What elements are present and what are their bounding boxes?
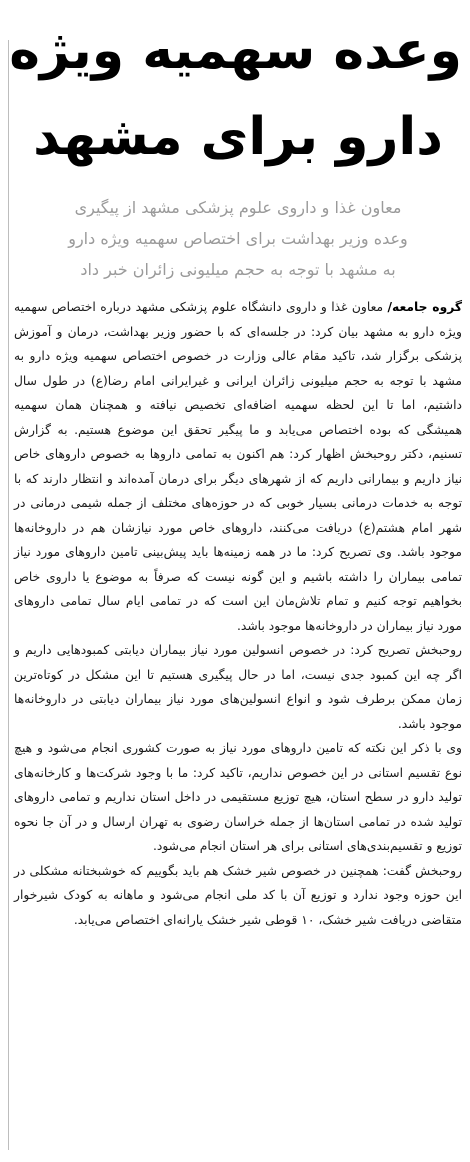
subheadline-line-2: وعده وزیر بهداشت برای اختصاص سهمیه ویژه دارو bbox=[68, 229, 408, 248]
paragraph-4: روحبخش گفت: همچنین در خصوص شیر خشک هم باید بگوییم که خوشبختانه مشکلی در این حوزه وجود ندارد و توزیع آن با کد ملی انجام می‌شود و ماهانه به کودک شیرخوار متقاضی دریافت شیر خشک، ۱۰ قوطی شیر خشک یارانه‌ای اختصاص می‌یابد. bbox=[14, 863, 462, 927]
headline-line-2: دارو برای مشهد bbox=[33, 107, 443, 167]
paragraph-1-text: معاون غذا و داروی دانشگاه علوم پزشکی مشهد درباره اختصاص سهمیه ویژه دارو به مشهد بیان کرد: در جلسه‌ای که با حضور وزیر بهداشت، درمان و آموزش پزشکی برگزار شد، تاکید مقام عالی وزارت در خصوص اختصاص سهمیه ویژه دارو به مشهد با توجه به حجم میلیونی زائران ایرانی و غیرایرانی امام رضا(ع) در طول سال داشتیم، اما تا این لحظه سهمیه اضافه‌ای تخصیص نیافته و همچنان همان سهمیه همیشگی که بوده اختصاص می‌یابد و ما پیگیر تحقق این موضوع هستیم. به گزارش تسنیم، دکتر روحبخش اظهار کرد: هم اکنون به تمامی داروها به خصوص داروهای خاص نیاز داریم و بیمارانی داریم که از شهرهای دیگر برای درمان آمده‌اند و انتظار دارند که با توجه به خدمات درمانی بسیار خوبی که در حوزه‌های مختلف از جمله شیمی درمانی در شهر امام هشتم(ع) دریافت می‌کنند، داروهای خاص مورد نیازشان هم در داروخانه‌ها موجود باشد. وی تصریح کرد: ما در همه زمینه‌ها باید پیش‌بینی تامین داروهای مورد نیاز تمامی بیماران را داشته باشیم و این گونه نیست که صرفاً به موضوع یا داروی خاص بخواهیم توجه کنیم و تمام تلاش‌مان این است که در تمامی ایام سال تمامی داروهای مورد نیاز بیماران در داروخانه‌ها موجود باشد. bbox=[14, 300, 462, 633]
subheadline-line-1: معاون غذا و داروی علوم پزشکی مشهد از پیگیری bbox=[74, 198, 402, 217]
paragraph-3: وی با ذکر این نکته که تامین داروهای مورد نیاز به صورت کشوری انجام می‌شود و هیچ نوع تقسیم استانی در این خصوص نداریم، تاکید کرد: ما با وجود شرکت‌ها و کارخانه‌های تولید دارو در سطح استان، هیچ توزیع مستقیمی در داخل استان نداریم و تمامی داروهای تولید شده در تمامی استان‌ها از جمله خراسان رضوی به تهران ارسال و در آن جا نحوه توزیع و تقسیم‌بندی‌های استانی برای هر استان انجام می‌شود. bbox=[14, 741, 462, 853]
news-article bbox=[9, 8, 463, 932]
section-tag: گروه جامعه/ bbox=[387, 300, 463, 314]
headline-line-1: وعده سهمیه ویژه bbox=[9, 21, 462, 81]
subheadline-line-3: به مشهد با توجه به حجم میلیونی زائران خبر داد bbox=[80, 260, 396, 279]
paragraph-2: روحبخش تصریح کرد: در خصوص انسولین مورد نیاز بیماران دیابتی کمبودهایی داریم و اگر چه این کمبود جدی نیست، اما در حال پیگیری هستیم تا این مشکل در کوتاه‌ترین زمان ممکن برطرف شود و انواع انسولین‌های مورد نیاز بیماران دیابتی در داروخانه‌ها موجود باشد. bbox=[14, 643, 462, 731]
paragraph-1 bbox=[14, 295, 462, 638]
headline bbox=[9, 8, 462, 180]
subheadline bbox=[14, 192, 462, 285]
column-divider bbox=[8, 40, 9, 1150]
article-body bbox=[14, 295, 462, 932]
